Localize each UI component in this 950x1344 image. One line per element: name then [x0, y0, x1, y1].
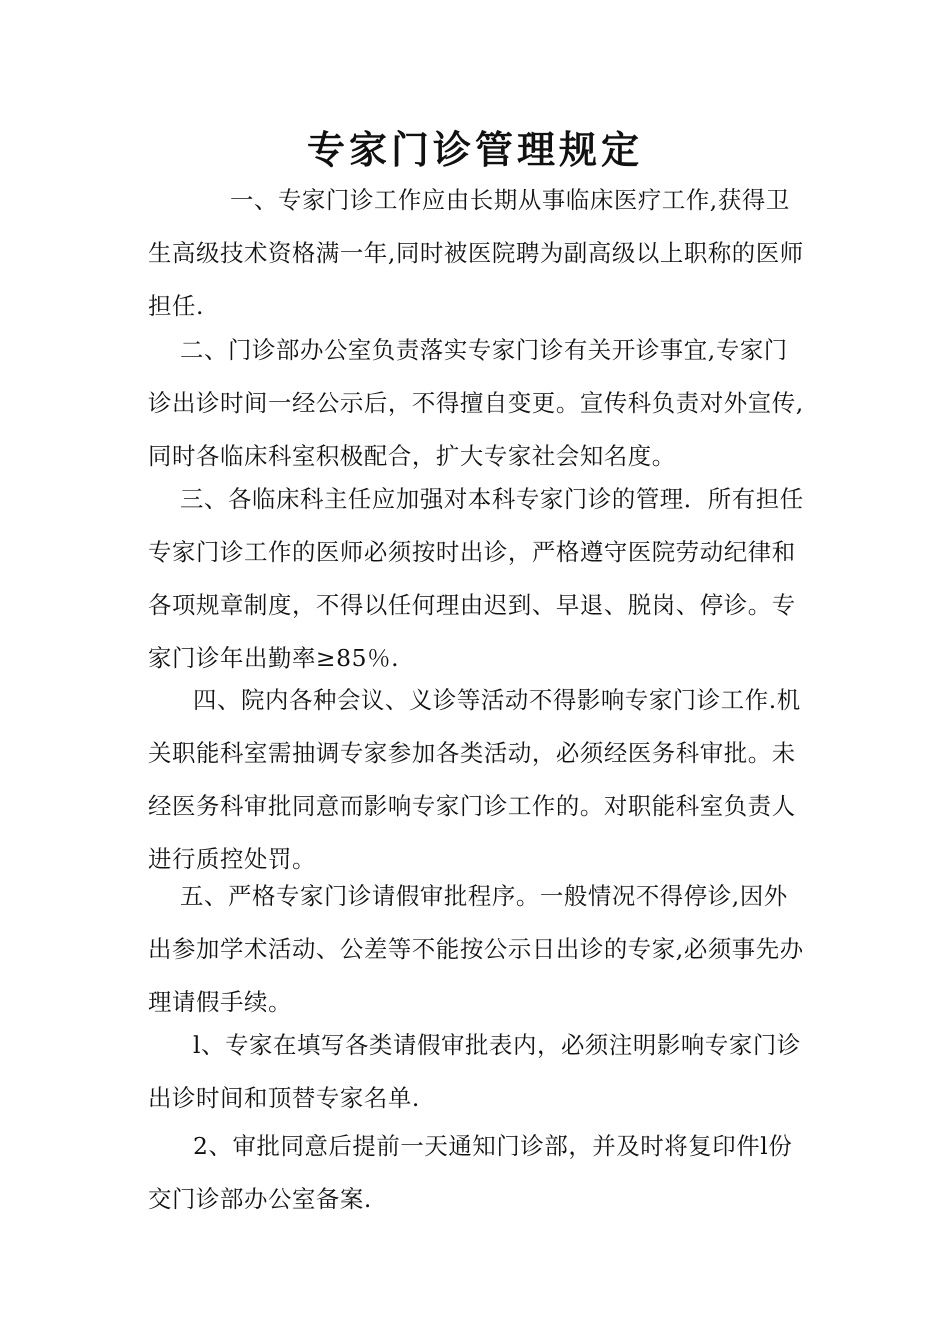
paragraph-3: 三、各临床科主任应加强对本科专家门诊的管理．所有担任专家门诊工作的医师必须按时出诊，严格遵守医院劳动纪律和各项规章制度，不得以任何理由迟到、早退、脱岗、停诊。专家门诊年出勤率≥85％. [148, 485, 804, 672]
paragraph-7: 2、审批同意后提前一天通知门诊部，并及时将复印件l份交门诊部办公室备案. [148, 1132, 793, 1213]
paragraph-5: 五、严格专家门诊请假审批程序。一般情况不得停诊,因外出参加学术活动、公差等不能按公示日出诊的专家,必须事先办理请假手续。 [148, 882, 804, 1016]
paragraph-4: 四、院内各种会议、义诊等活动不得影响专家门诊工作.机关职能科室需抽调专家参加各类活动，必须经医务科审批。未经医务科审批同意而影响专家门诊工作的。对职能科室负责人进行质控处罚。 [148, 686, 801, 873]
paragraph-2: 二、门诊部办公室负责落实专家门诊有关开诊事宜,专家门诊出诊时间一经公示后，不得擅自变更。宣传科负责对外宣传,同时各临床科室积极配合，扩大专家社会知名度。 [148, 336, 804, 470]
paragraph-1: 一、专家门诊工作应由长期从事临床医疗工作,获得卫生高级技术资格满一年,同时被医院聘为副高级以上职称的医师担任. [148, 186, 804, 320]
document-title: 专家门诊管理规定 [306, 127, 643, 172]
paragraph-6: l、专家在填写各类请假审批表内，必须注明影响专家门诊出诊时间和顶替专家名单. [148, 1031, 801, 1112]
